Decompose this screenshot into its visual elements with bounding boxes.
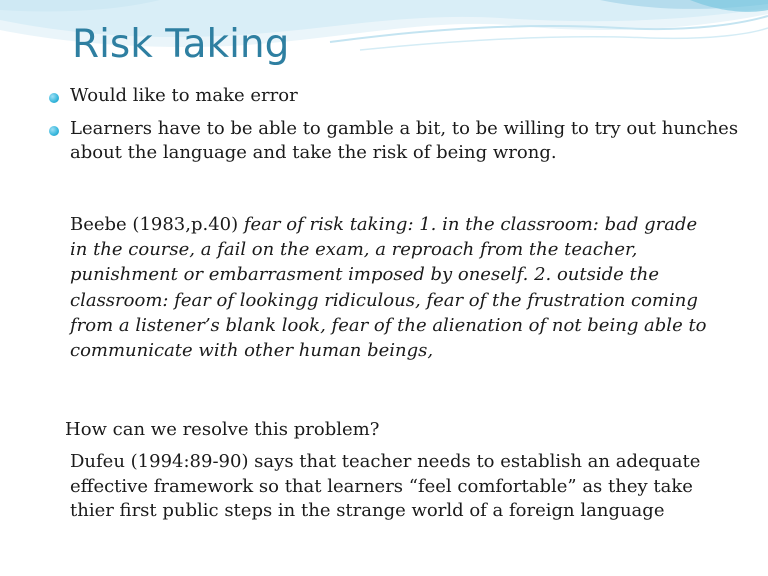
- bullet-item: [49, 84, 748, 108]
- bullet-dot-icon: [49, 93, 59, 103]
- beebe-citation: Beebe (1983,p.40): [70, 214, 244, 235]
- question-text: How can we resolve this problem?: [65, 419, 380, 440]
- beebe-quote: fear of risk taking: 1. in the classroom: bad grade in the course, a fail on the exam, a reproach from the teacher, punishment or embarrasment imposed by oneself. 2. outside the classroom: fear of lookingg ridiculous, fear of the frustration coming from a listener’s blank look, fear of the alienation of not being able to communicate with other human beings,: [70, 214, 707, 362]
- beebe-paragraph: [70, 212, 710, 363]
- bullet-text: Learners have to be able to gamble a bit, to be willing to try out hunches about the language and take the risk of being wrong.: [70, 118, 739, 163]
- slide-title: Risk Taking: [72, 22, 290, 67]
- dufeu-paragraph: Dufeu (1994:89-90) says that teacher needs to establish an adequate effective framework so that learners “feel comfortable” as they take thier first public steps in the strange world of a foreign language: [70, 451, 701, 521]
- bullet-dot-icon: [49, 126, 59, 136]
- bullet-item: [49, 117, 739, 165]
- bullet-text: Would like to make error: [70, 85, 298, 106]
